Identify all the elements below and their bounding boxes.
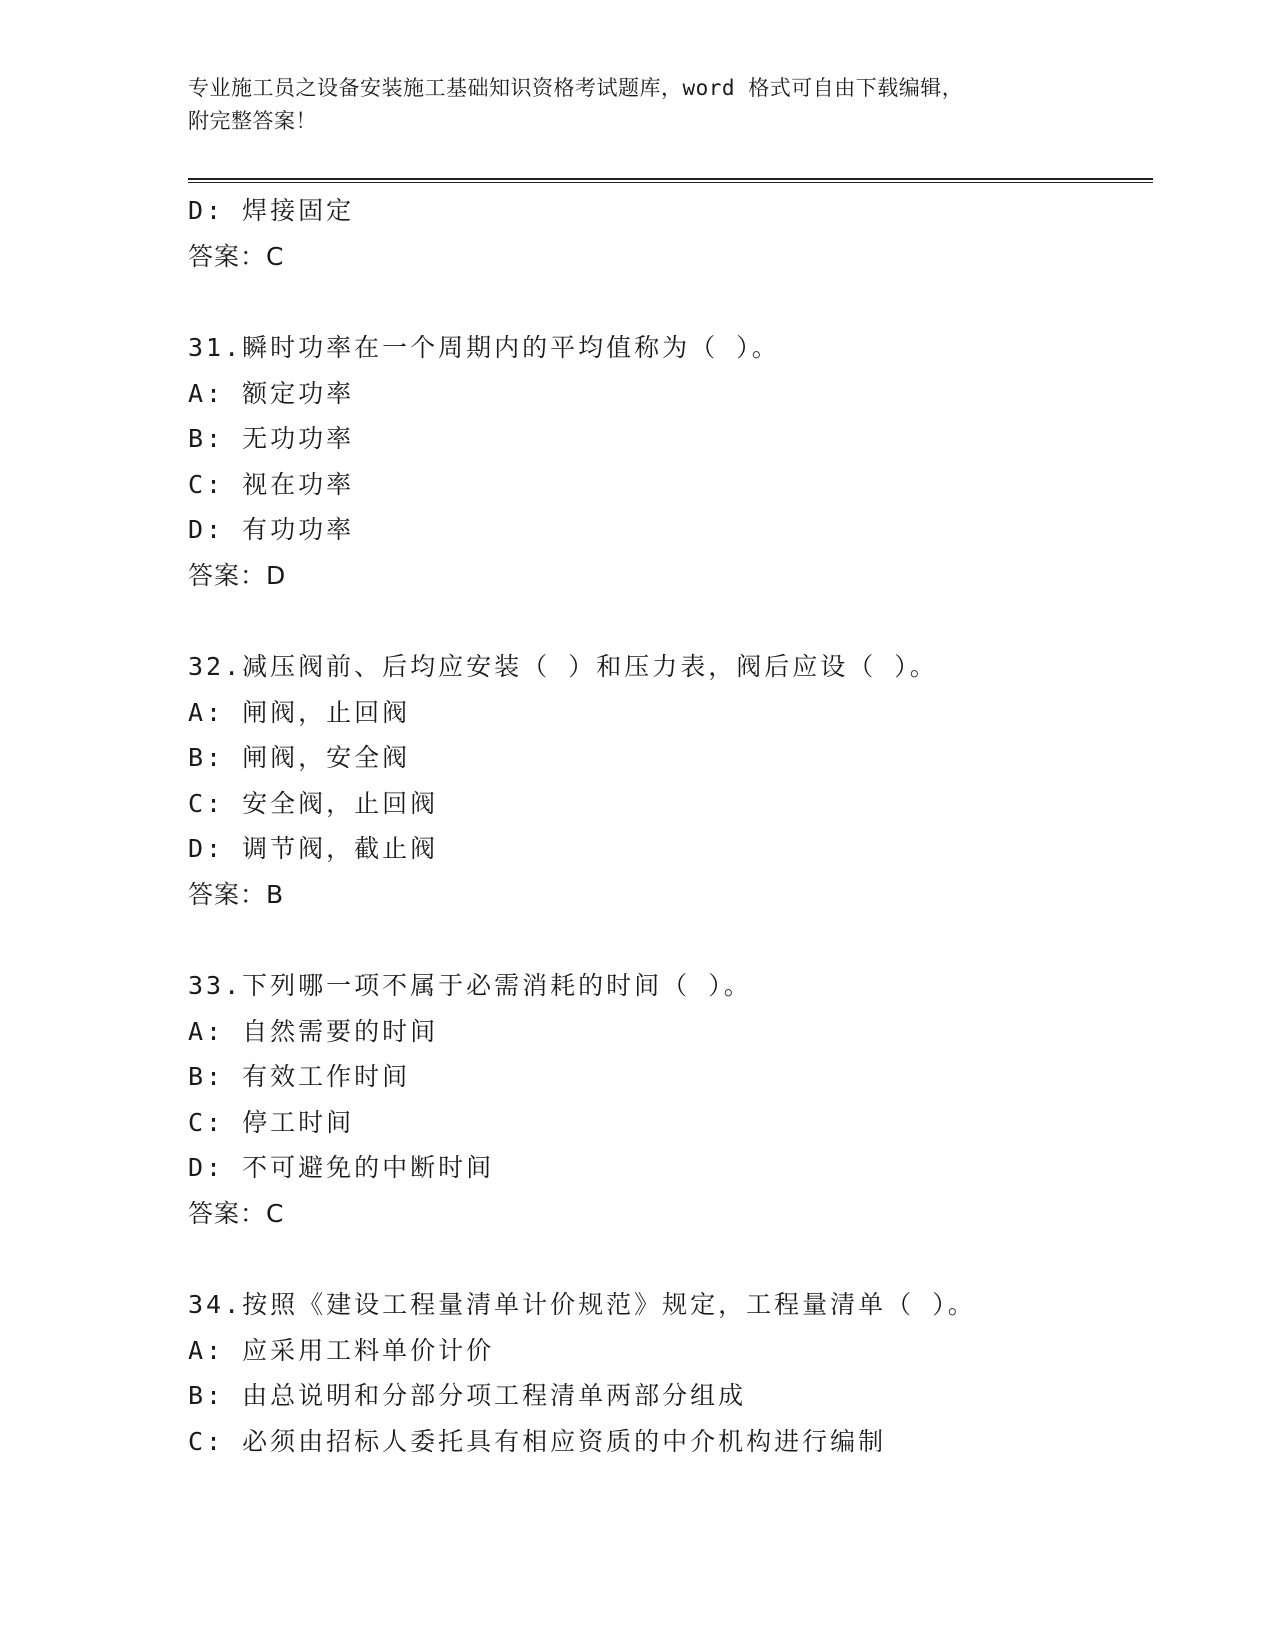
- question-34-option-a: A: 应采用工料单价计价: [188, 1335, 495, 1365]
- question-34-stem: 34.按照《建设工程量清单计价规范》规定，工程量清单（ ）。: [188, 1290, 976, 1319]
- question-31-answer: 答案：D: [188, 560, 287, 590]
- question-33-stem: 33.下列哪一项不属于必需消耗的时间（ ）。: [188, 971, 752, 1000]
- spacer: [188, 917, 1153, 963]
- question-32-option-a: A: 闸阀，止回阀: [188, 697, 411, 727]
- question-32-answer: 答案：B: [188, 879, 285, 909]
- question-31-option-a: A: 额定功率: [188, 378, 355, 408]
- document-header: [188, 72, 1088, 138]
- spacer: [188, 1236, 1153, 1282]
- question-33-answer: 答案：C: [188, 1198, 285, 1228]
- question-34-option-b: B: 由总说明和分部分项工程清单两部分组成: [188, 1381, 747, 1410]
- prev-option-d: D: 焊接固定: [188, 196, 355, 225]
- question-32-option-d: D: 调节阀，截止阀: [188, 834, 439, 863]
- question-31-option-c: C: 视在功率: [188, 469, 355, 499]
- question-31-stem: 31.瞬时功率在一个周期内的平均值称为（ ）。: [188, 333, 780, 362]
- question-33-option-b: B: 有效工作时间: [188, 1062, 411, 1091]
- question-32-option-b: B: 闸阀，安全阀: [188, 743, 411, 772]
- question-32-option-c: C: 安全阀，止回阀: [188, 788, 439, 818]
- header-divider: [188, 178, 1153, 183]
- question-31-option-b: B: 无功功率: [188, 424, 355, 453]
- question-33-option-c: C: 停工时间: [188, 1107, 355, 1137]
- question-32-stem: 32.减压阀前、后均应安装（ ）和压力表，阀后应设（ ）。: [188, 652, 938, 681]
- question-list: [188, 188, 1153, 1464]
- question-34-option-c: C: 必须由招标人委托具有相应资质的中介机构进行编制: [188, 1426, 887, 1456]
- question-33-option-d: D: 不可避免的中断时间: [188, 1153, 495, 1182]
- prev-answer: 答案：C: [188, 241, 285, 271]
- question-31-option-d: D: 有功功率: [188, 515, 355, 544]
- spacer: [188, 279, 1153, 325]
- question-33-option-a: A: 自然需要的时间: [188, 1016, 439, 1046]
- header-line-1: 专业施工员之设备安装施工基础知识资格考试题库，word 格式可自由下载编辑，: [188, 76, 964, 100]
- header-line-2: 附完整答案！: [188, 109, 317, 133]
- spacer: [188, 598, 1153, 644]
